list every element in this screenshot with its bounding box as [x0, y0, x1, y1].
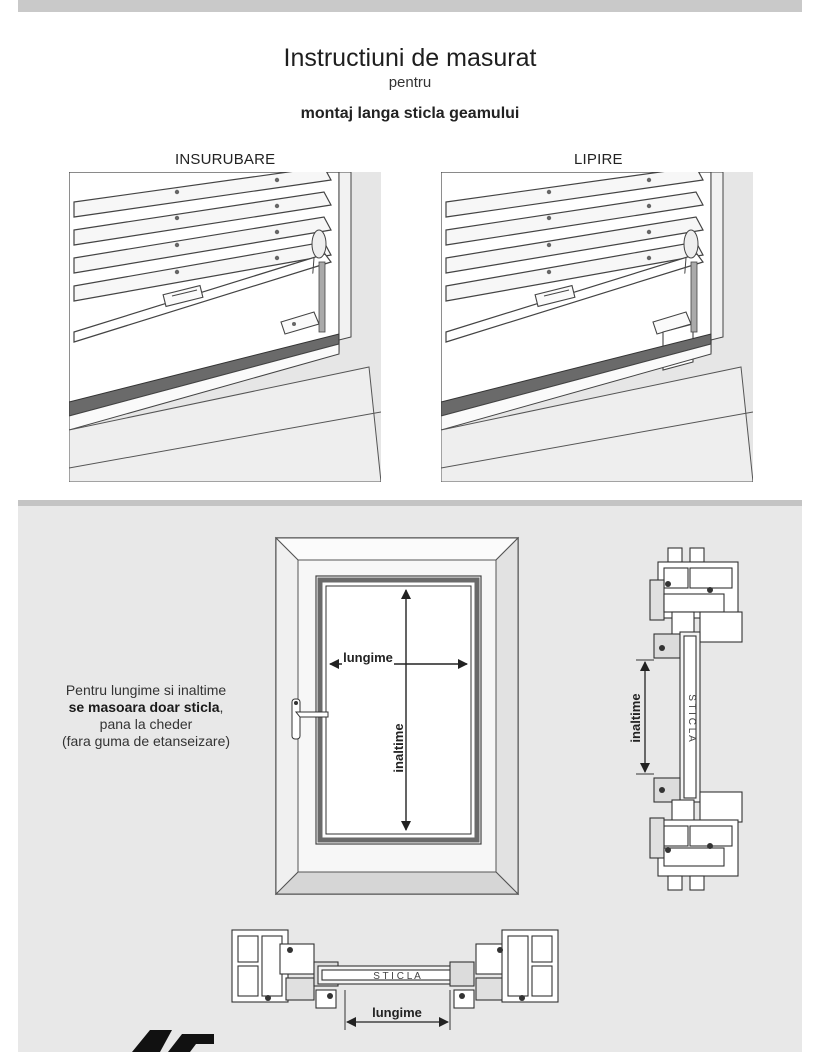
- horizontal-section-profile: [232, 930, 558, 1008]
- instruction-line-2-bold: se masoara doar sticla: [68, 699, 220, 715]
- instruction-line-2-end: ,: [219, 699, 224, 715]
- page-subtitle: pentru: [388, 74, 432, 91]
- glue-method-label: LIPIRE: [574, 151, 623, 168]
- instruction-line-3: pana la cheder: [99, 716, 193, 732]
- instruction-line-1: Pentru lungime si inaltime: [65, 682, 227, 698]
- window-height-label: inaltime: [391, 723, 406, 773]
- section-heading: montaj langa sticla geamului: [300, 105, 520, 122]
- window-elevation: [276, 538, 518, 894]
- window-width-label: lungime: [343, 650, 393, 665]
- section-height-label: inaltime: [628, 693, 643, 743]
- vertical-glass-label: S T I C L A: [686, 694, 697, 742]
- brand-logo: [132, 1030, 214, 1052]
- section-width-label: lungime: [372, 1005, 422, 1020]
- horizontal-glass-label: S T I C L A: [373, 971, 421, 982]
- instruction-line-4: (fara guma de etanseizare): [61, 733, 231, 749]
- page-title: Instructiuni de masurat: [283, 44, 537, 72]
- screw-method-label: INSURUBARE: [175, 151, 276, 168]
